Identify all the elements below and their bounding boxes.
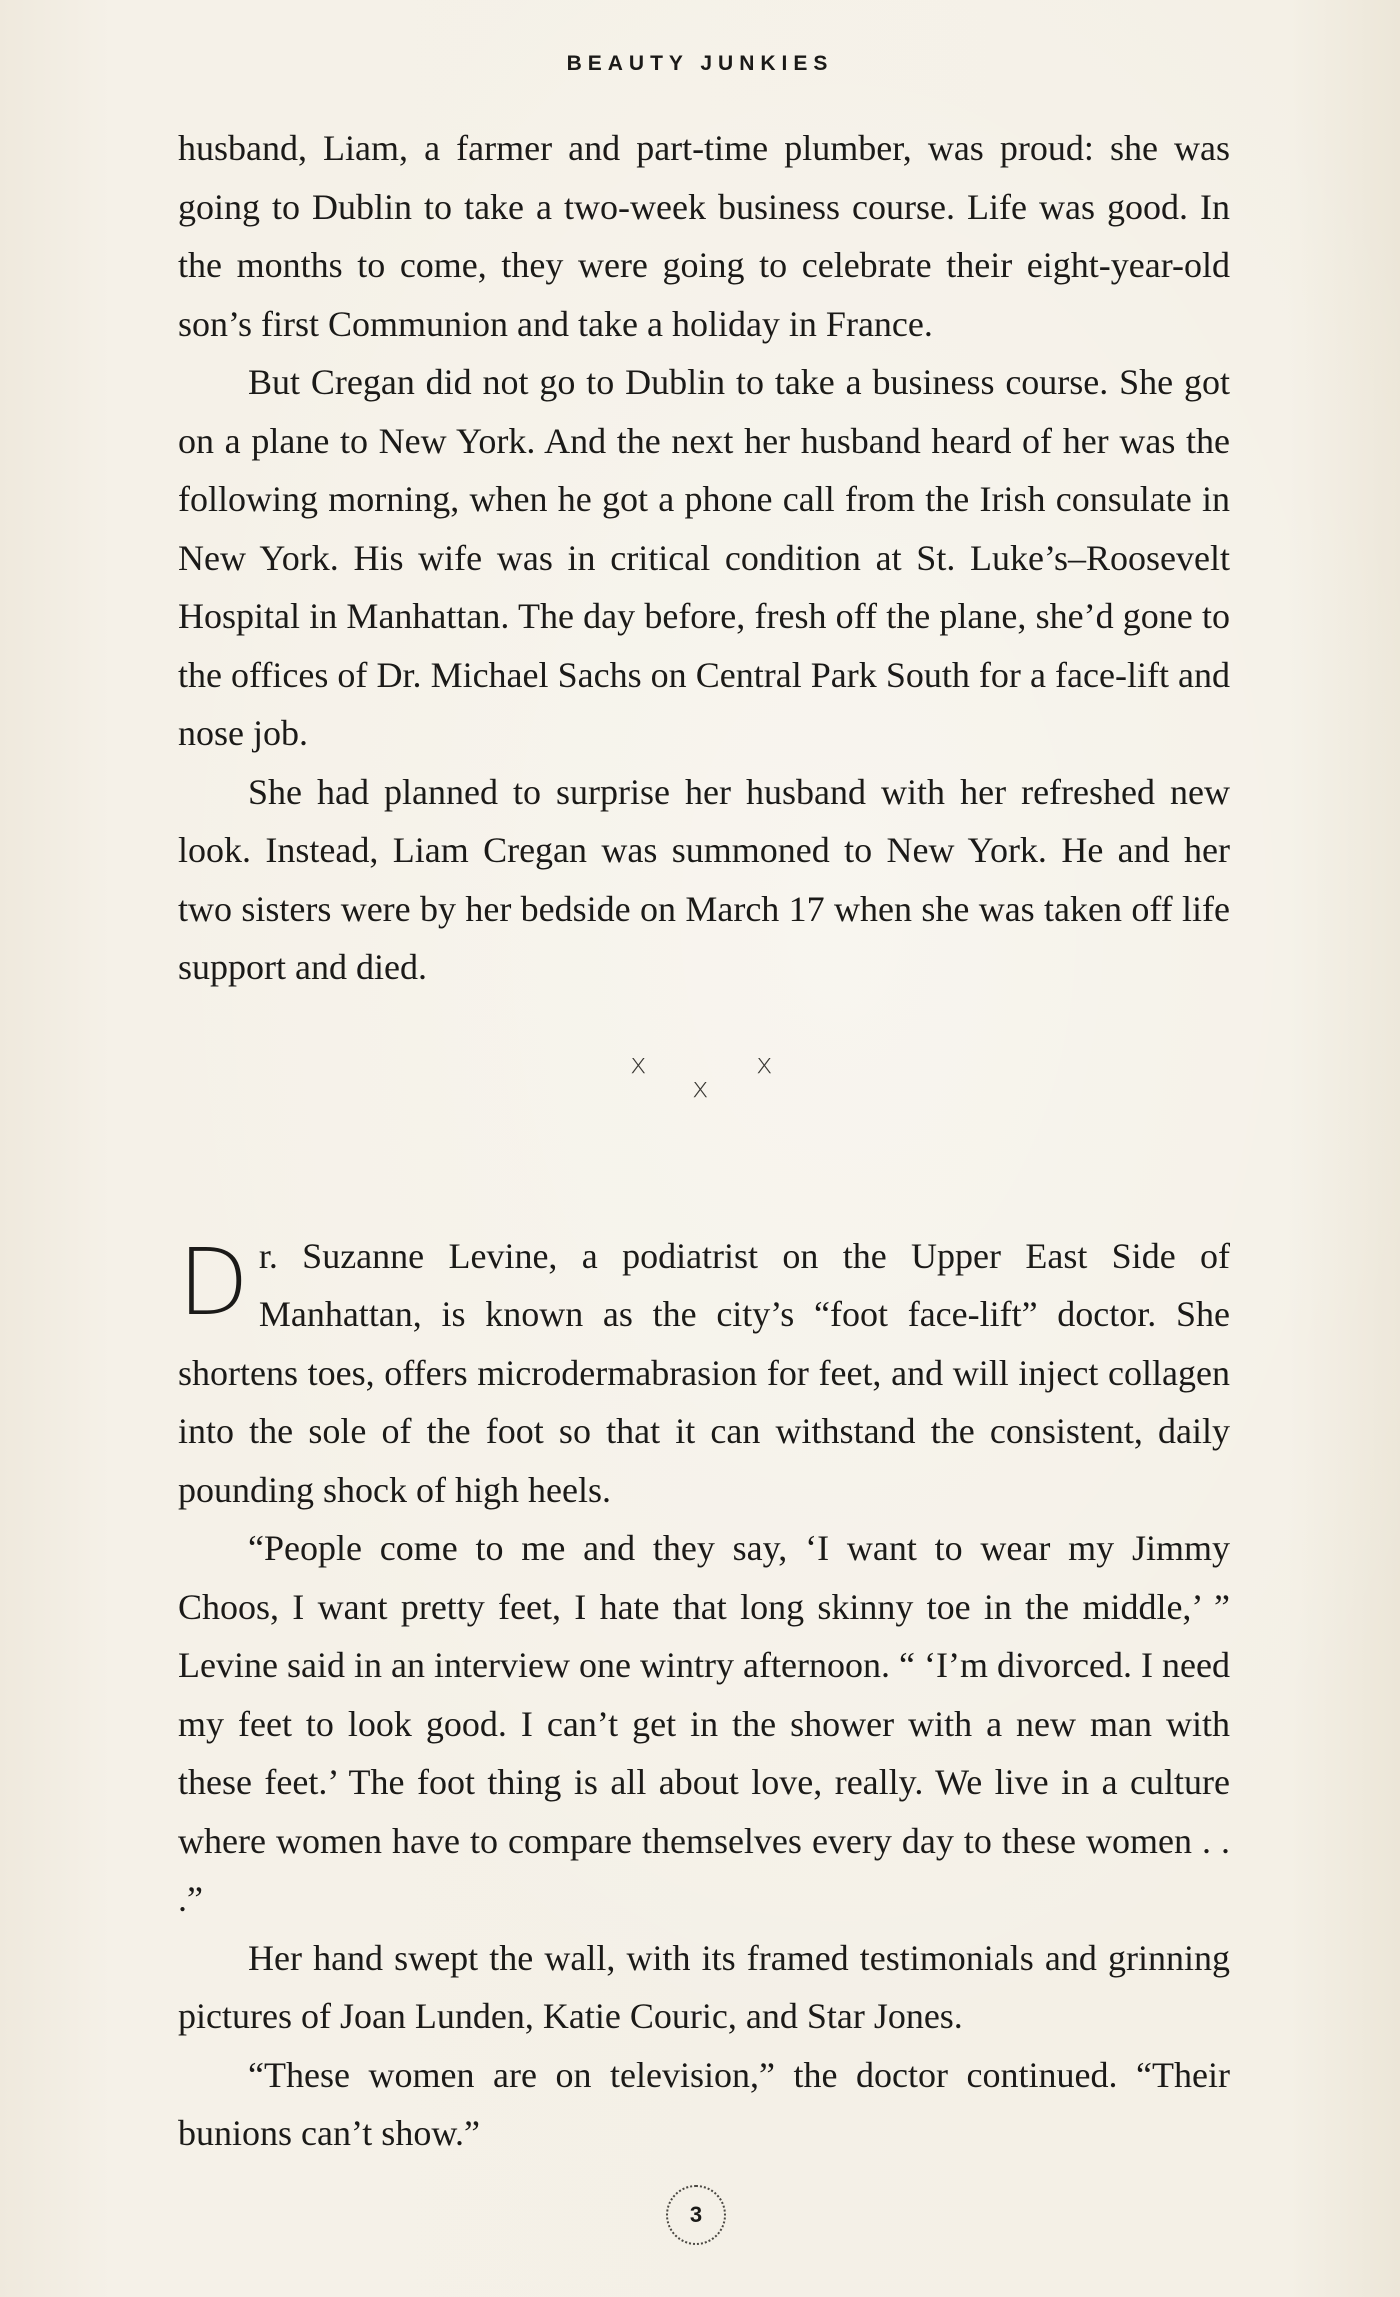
paragraph: “These women are on television,” the doctor continued. “Their bunions can’t show.” — [178, 2054, 1230, 2153]
body-text — [178, 119, 1230, 2163]
paragraph: She had planned to surprise her husband with her refreshed new look. Instead, Liam Cregan was summoned to New York. He and her two sisters were by her bedside on March 17 when she was taken off life support and died. — [178, 771, 1230, 987]
ornament-mark: x — [692, 1070, 709, 1104]
paragraph-text: r. Suzanne Levine, a podiatrist on the Upper East Side of Manhattan, is known as the city’s “foot face-lift” doctor. She shortens toes, offers microdermabrasion for feet, and will inject collagen into the sole of the foot so that it can withstand the consistent, daily pounding shock of high heels. — [178, 1235, 1230, 1510]
paragraph: Her hand swept the wall, with its framed testimonials and grinning pictures of Joan Lunden, Katie Couric, and Star Jones. — [178, 1937, 1230, 2036]
drop-cap: D — [178, 1228, 249, 1336]
paragraph: husband, Liam, a farmer and part-time plumber, was proud: she was going to Dublin to take a two-week business course. Life was good. In the months to come, they were going to celebrate their eight-year-old son’s first Communion and take a holiday in France. — [178, 128, 1230, 344]
ornament-mark: x — [630, 1046, 647, 1080]
paragraph-with-drop-cap — [178, 1227, 1230, 1520]
section-break-ornament — [178, 997, 1230, 1227]
paragraph: But Cregan did not go to Dublin to take a business course. She got on a plane to New York. And the next her husband heard of her was the following morning, when he got a phone call from the Irish consulate in New York. His wife was in critical condition at St. Luke’s–Roosevelt Hospital in Manhattan. The day before, fresh off the plane, she’d gone to the offices of Dr. Michael Sachs on Central Park South for a face-lift and nose job. — [178, 362, 1230, 753]
ornament-mark: x — [756, 1046, 773, 1080]
paragraph: “People come to me and they say, ‘I want to wear my Jimmy Choos, I want pretty feet, I hate that long skinny toe in the middle,’ ” Levine said in an interview one wintry afternoon. “ ‘I’m divorced. I need my feet to look good. I can’t get in the shower with a new man with these feet.’ The foot thing is all about love, really. We live in a culture where women have to compare themselves every day to these women . . .” — [178, 1528, 1230, 1919]
page-number: 3 — [666, 2185, 726, 2245]
running-head: BEAUTY JUNKIES — [566, 52, 834, 75]
